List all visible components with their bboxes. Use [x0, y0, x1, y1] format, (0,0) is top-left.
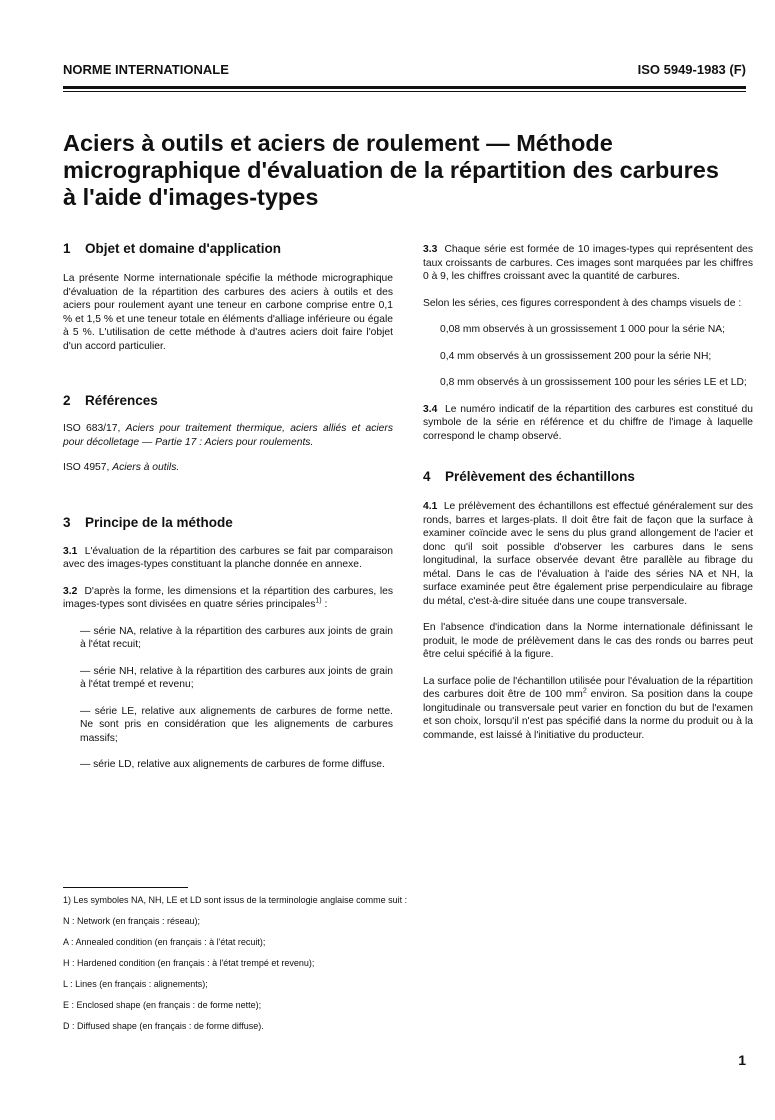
- footnote-h: H : Hardened condition (en français : à l'état trempé et revenu);: [63, 958, 315, 968]
- section-1-text: La présente Norme internationale spécifie la méthode micrographique d'évaluation de la répartition des carbures des aciers à outils et des aciers pour roulement ayant une teneur en carbone comprise entre 0,1 % et 1,5 % et une teneur totale en éléments d'alliage inférieure ou égale à 5 %. L'utilisation de cette méthode à d'autres aciers doit faire l'objet d'un accord particulier.: [63, 273, 393, 352]
- paragraph-3-4: 3.4 Le numéro indicatif de la répartition des carbures est constitué du symbole de la série en référence et du chiffre de l'image à laquelle correspond le champ observé.: [423, 403, 753, 442]
- section-2-heading: 2 Références: [63, 393, 158, 408]
- page-number: 1: [738, 1052, 746, 1068]
- paragraph-3-3-fields-intro: Selon les séries, ces figures correspondent à des champs visuels de :: [423, 297, 742, 309]
- footnote-n: N : Network (en français : réseau);: [63, 916, 201, 926]
- paragraph-4-1: 4.1 Le prélèvement des échantillons est effectué généralement sur des ronds, barres et larges-plats. Il doit être fait de façon que la surface à examiner coïncide avec le sens du plus grand allongement de l'acier et donc qu'il soit possible d'observer les carbures dans le sens longitudinal, la surface observée devant être parallèle au fibrage du métal. Dans le cas de l'évaluation à l'aide des séries NA et NH, la surface examinée peut être également prise perpendiculaire au fibrage du métal, c'est-à-dire située dans une coupe transversale.: [423, 501, 753, 607]
- title-line-1: Aciers à outils et aciers de roulement — Méthode: [63, 130, 613, 156]
- footnotes: [63, 894, 746, 1041]
- right-column: [423, 243, 753, 742]
- left-column: [63, 240, 393, 772]
- field-le-ld: 0,8 mm observés à un grossissement 100 pour les séries LE et LD;: [440, 377, 747, 388]
- footnote-rule: [63, 887, 188, 888]
- series-item-nh: — série NH, relative à la répartition des carbures aux joints de grain à l'état trempé et revenu;: [80, 665, 393, 690]
- header-standard-type: NORME INTERNATIONALE: [63, 62, 229, 77]
- field-na: 0,08 mm observés à un grossissement 1 000 pour la série NA;: [440, 324, 726, 335]
- title-line-3: à l'aide d'images-types: [63, 184, 319, 210]
- paragraph-4-1-b: En l'absence d'indication dans la Norme internationale définissant le produit, le mode de prélèvement dans le cas des ronds ou barres peut être celui spécifié à la figure.: [423, 622, 753, 660]
- reference-2: ISO 4957, Aciers à outils.: [63, 462, 180, 473]
- reference-1: ISO 683/17, Aciers pour traitement thermique, aciers alliés et aciers pour décolletage — Partie 17 : Aciers pour roulements.: [63, 423, 393, 448]
- footnote-l: L : Lines (en français : alignements);: [63, 979, 208, 989]
- paragraph-3-1: 3.1 L'évaluation de la répartition des carbures se fait par comparaison avec des images-types constituant la planche donnée en annexe.: [63, 545, 393, 570]
- footnote-e: E : Enclosed shape (en français : de forme nette);: [63, 1000, 262, 1010]
- paragraph-4-1-c: La surface polie de l'échantillon utilisée pour l'évaluation de la répartition des carbures doit être de 100 $mm^2$ environ. Sa position dans la coupe longitudinale ou transversale peut varier en fonction du but de l'examen et son choix, lorsqu'il n'est pas spécifié dans la norme du produit ou à la commande, est laissé à l'initiative du producteur.: [423, 675, 753, 741]
- series-item-na: — série NA, relative à la répartition des carbures aux joints de grain à l'état recuit;: [80, 625, 393, 650]
- series-item-ld: — série LD, relative aux alignements de carbures de forme diffuse.: [80, 759, 385, 770]
- footnote-1: 1) Les symboles NA, NH, LE et LD sont issus de la terminologie anglaise comme suit :: [63, 895, 408, 905]
- footnote-d: D : Diffused shape (en français : de forme diffuse).: [63, 1021, 264, 1031]
- section-3-heading: 3 Principe de la méthode: [63, 514, 233, 530]
- header-standard-number: ISO 5949-1983 (F): [637, 62, 746, 77]
- paragraph-3-2: 3.2 D'après la forme, les dimensions et la répartition des carbures, les images-types sont divisées en quatre séries principales$^{1)}$ :: [63, 585, 393, 610]
- paragraph-3-3: 3.3 Chaque série est formée de 10 images-types qui représentent des taux croissants de carbures. Ces images sont marquées par les chiffres 0 à 9, les chiffres croissant avec la quantité de carbures.: [423, 244, 753, 282]
- field-nh: 0,4 mm observés à un grossissement 200 pour la série NH;: [440, 350, 712, 362]
- section-1-heading: 1 Objet et domaine d'application: [63, 241, 281, 256]
- footnote-a: A : Annealed condition (en français : à l'état recuit);: [63, 937, 266, 947]
- header-rule-thin: [63, 91, 746, 92]
- title-line-2: micrographique d'évaluation de la répartition des carbures: [63, 157, 719, 183]
- header-rule-thick: [63, 86, 746, 89]
- series-item-le: — série LE, relative aux alignements de carbures de forme nette. Ne sont pris en considération que les alignements de carbures massifs;: [80, 705, 393, 744]
- document-title: [63, 130, 753, 211]
- section-4-heading: 4 Prélèvement des échantillons: [423, 469, 635, 484]
